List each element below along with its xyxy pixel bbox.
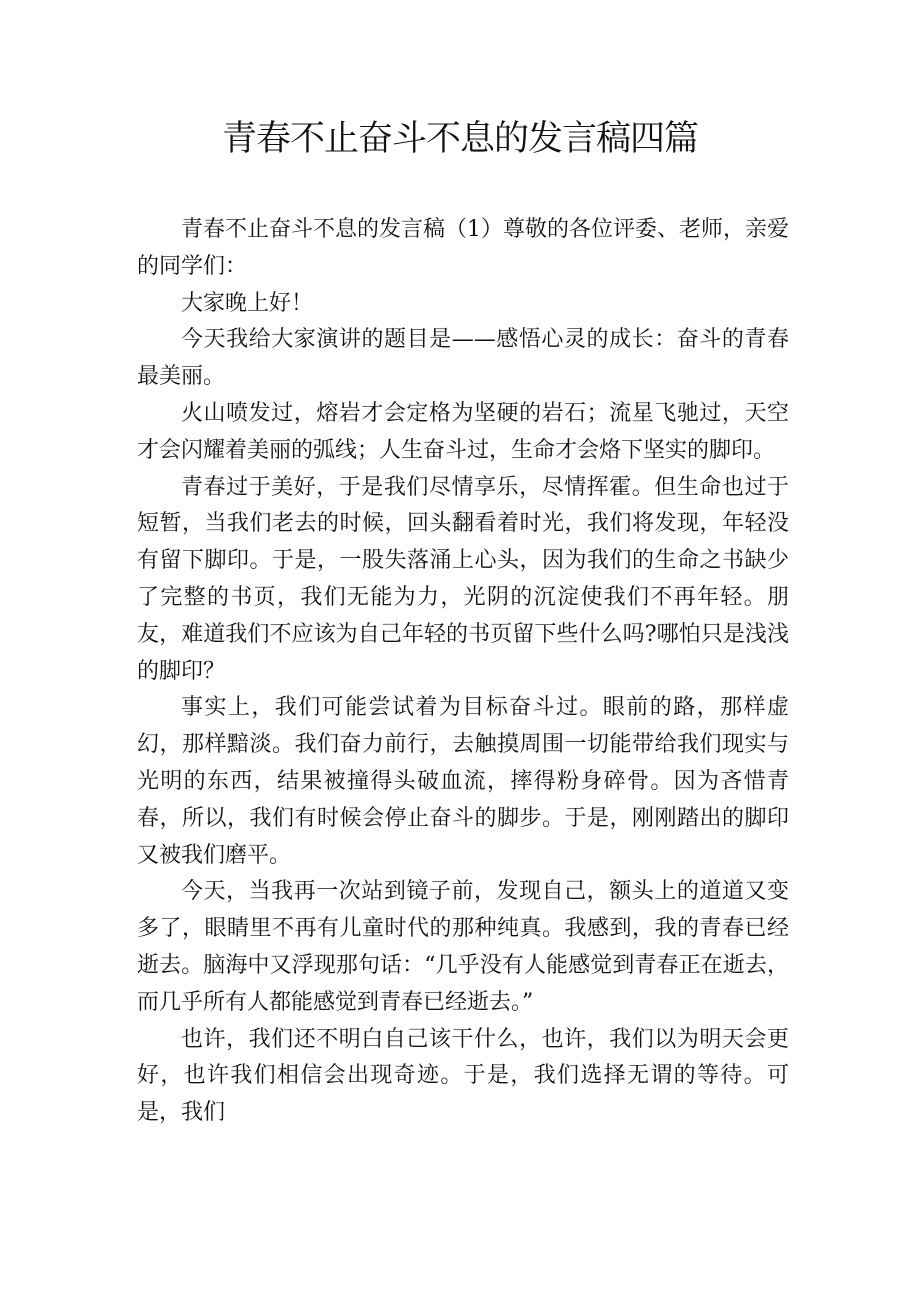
paragraph-8: 也许，我们还不明白自己该干什么，也许，我们以为明天会更好，也许我们相信会出现奇迹。于是，我们选择无谓的等待。可是，我们 — [137, 1026, 789, 1126]
paragraph-2: 大家晚上好！ — [181, 290, 314, 316]
document-body — [137, 212, 789, 1132]
paragraph-7: 今天，当我再一次站到镜子前，发现自己，额头上的道道又变多了，眼睛里不再有儿童时代的那种纯真。我感到，我的青春已经逝去。脑海中又浮现那句话：“几乎没有人能感觉到青春正在逝去，而几乎所有人都能感觉到青春已经逝去。” — [137, 879, 789, 1015]
paragraph-5: 青春过于美好，于是我们尽情享乐，尽情挥霍。但生命也过于短暂，当我们老去的时候，回头翻看着时光，我们将发现，年轻没有留下脚印。于是，一股失落涌上心头，因为我们的生命之书缺少了完整的书页，我们无能为力，光阴的沉淀使我们不再年轻。朋友，难道我们不应该为自己年轻的书页留下些什么吗?哪怕只是浅浅的脚印？ — [137, 474, 789, 684]
document-title: 青春不止奋斗不息的发言稿四篇 — [221, 119, 698, 159]
paragraph-3: 今天我给大家演讲的题目是——感悟心灵的成长：奋斗的青春最美丽。 — [137, 327, 789, 390]
paragraph-4: 火山喷发过，熔岩才会定格为坚硬的岩石；流星飞驰过，天空才会闪耀着美丽的弧线；人生奋斗过，生命才会烙下坚实的脚印。 — [137, 400, 789, 463]
paragraph-1: 青春不止奋斗不息的发言稿（1）尊敬的各位评委、老师，亲爱的同学们： — [137, 217, 789, 279]
paragraph-6: 事实上，我们可能尝试着为目标奋斗过。眼前的路，那样虚幻，那样黯淡。我们奋力前行，去触摸周围一切能带给我们现实与光明的东西，结果被撞得头破血流，摔得粉身碎骨。因为吝惜青春，所以，我们有时候会停止奋斗的脚步。于是，刚刚踏出的脚印又被我们磨平。 — [137, 695, 789, 868]
